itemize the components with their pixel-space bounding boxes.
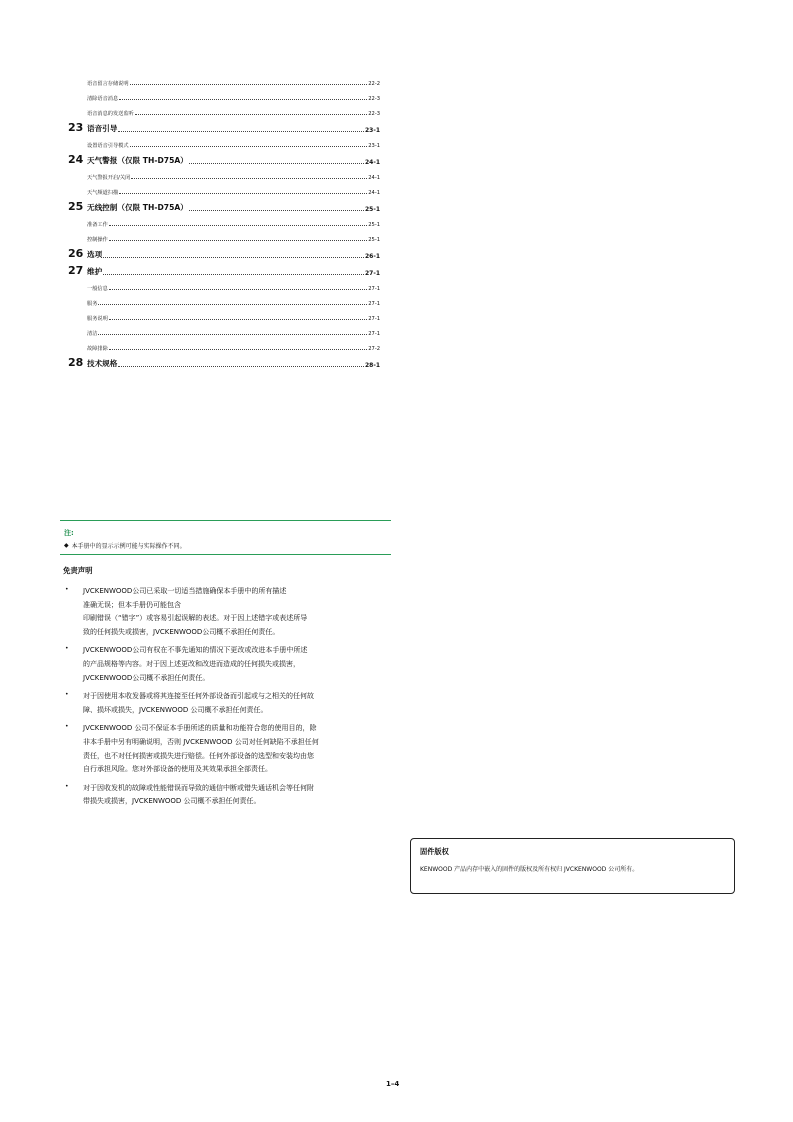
toc-dot-leader	[109, 319, 367, 320]
toc-page-number: 27-1	[368, 331, 380, 337]
toc-label: 一般信息	[87, 286, 108, 292]
toc-label: 语音引导	[87, 124, 118, 133]
toc-chapter-row[interactable]	[68, 243, 380, 260]
toc-dot-leader	[98, 334, 367, 335]
toc-section-row[interactable]	[87, 337, 380, 352]
toc-label: 维护	[87, 267, 103, 276]
toc-dot-leader	[189, 210, 364, 211]
disclaimer-line: 非本手册中另有明确说明，否则 JVCKENWOOD 公司对任何缺陷不承担任何	[83, 737, 319, 746]
toc-section-row[interactable]	[87, 228, 380, 243]
toc-label: 清除语音消息	[87, 96, 119, 102]
disclaimer-line: 障、损坏或损失，JVCKENWOOD 公司概不承担任何责任。	[83, 705, 268, 714]
disclaimer-title: 免责声明	[63, 566, 93, 575]
toc-page-number: 26-1	[364, 253, 380, 260]
bullet-icon: •	[65, 782, 69, 790]
note-bottom-rule	[60, 554, 391, 555]
note-item	[64, 541, 391, 550]
toc-label: 准备工作	[87, 222, 108, 228]
toc-chapter-row[interactable]	[68, 149, 380, 166]
disclaimer-line: 责任，也不对任何损害或损失进行赔偿。任何外部设备的选型和安装均由您	[83, 751, 314, 760]
toc-page-number: 24-1	[364, 159, 380, 166]
toc-dot-leader	[109, 289, 367, 290]
toc-section-row[interactable]	[87, 322, 380, 337]
disclaimer-line: 对于因使用本收发器或将其连接至任何外部设备而引起或与之相关的任何故	[83, 692, 314, 701]
toc-dot-leader	[131, 178, 367, 179]
bullet-icon: •	[65, 586, 69, 593]
toc-page-number: 27-1	[368, 286, 380, 292]
toc-dot-leader	[98, 304, 367, 305]
disclaimer-line: 准确无误；但本手册仍可能包含	[83, 600, 181, 609]
firmware-body: KENWOOD 产品内存中嵌入的固件的版权及所有权归 JVCKENWOOD 公司所有。	[420, 866, 639, 873]
toc-page-number: 27-1	[364, 270, 380, 277]
toc-section-row[interactable]	[87, 277, 380, 292]
disclaimer-line: 对于因收发机的故障或性能错误而导致的通信中断或错失通话机会等任何附	[83, 783, 314, 792]
toc-page-number: 28-1	[364, 362, 380, 369]
toc-chapter-row[interactable]	[68, 352, 380, 369]
toc-section-row[interactable]	[87, 181, 380, 196]
toc-page-number: 27-1	[368, 316, 380, 322]
toc-page-number: 24-1	[368, 175, 380, 181]
disclaimer-item	[63, 585, 393, 639]
disclaimer-item	[63, 644, 393, 685]
toc-section-row[interactable]	[87, 292, 380, 307]
disclaimer-line: 自行承担风险。您对外部设备的使用及其效果承担全部责任。	[83, 765, 272, 774]
toc-dot-leader	[135, 114, 368, 115]
toc-label: 设置语音引导模式	[87, 143, 129, 149]
toc-label: 控制操作	[87, 237, 108, 243]
toc-dot-leader	[109, 225, 367, 226]
toc-chapter-number: 25	[68, 200, 84, 213]
toc-section-row[interactable]	[87, 134, 380, 149]
toc-chapter-number: 28	[68, 356, 84, 369]
toc-chapter-row[interactable]	[68, 260, 380, 277]
firmware-copyright-box	[410, 838, 735, 894]
toc-section-row[interactable]	[87, 307, 380, 322]
toc-label: 服务	[87, 301, 98, 307]
disclaimer-line: JVCKENWOOD公司概不承担任何责任。	[83, 673, 210, 682]
toc-label: 服务说明	[87, 316, 108, 322]
toc-label: 技术规格	[87, 359, 118, 368]
note-block	[60, 520, 391, 555]
disclaimer-line: 致的任何损失或损害，JVCKENWOOD公司概不承担任何责任。	[83, 627, 280, 636]
note-item-text: 本手册中的显示示例可能与实际操作不同。	[71, 543, 186, 550]
toc-page-number: 22-3	[368, 96, 380, 102]
disclaimer-line: 印刷错误（“错字”）或容易引起误解的表述。对于因上述错字或表述所导	[83, 614, 308, 623]
disclaimer-line: 带损失或损害，JVCKENWOOD 公司概不承担任何责任。	[83, 797, 261, 806]
toc-page-number: 27-1	[368, 301, 380, 307]
toc-page-number: 22-3	[368, 111, 380, 117]
toc-label: 语音消息的发送监听	[87, 111, 134, 117]
page-number: 1–4	[386, 1080, 400, 1088]
toc-dot-leader	[119, 99, 367, 100]
toc-section-row[interactable]	[87, 213, 380, 228]
toc-chapter-row[interactable]	[68, 117, 380, 134]
note-title: 注:	[64, 529, 74, 537]
toc-page-number: 25-1	[368, 237, 380, 243]
disclaimer-list	[63, 585, 393, 809]
toc-dot-leader	[119, 193, 367, 194]
toc-dot-leader	[189, 163, 364, 164]
disclaimer-item	[63, 722, 393, 776]
toc-label: 天气警报（仅限 TH-D75A）	[87, 156, 188, 165]
disclaimer-line: JVCKENWOOD 公司不保证本手册所述的质量和功能符合您的使用目的，除	[83, 724, 317, 733]
diamond-bullet-icon: ◆	[64, 542, 69, 549]
toc-page-number: 22-2	[368, 81, 380, 87]
disclaimer-item	[63, 782, 393, 809]
toc-page-number: 25-1	[364, 206, 380, 213]
toc-section-row[interactable]	[87, 87, 380, 102]
disclaimer-line: 的产品规格等内容。对于因上述更改和改进而造成的任何损失或损害，	[83, 659, 300, 668]
toc-label: 天气警报开启/关闭	[87, 175, 131, 181]
toc-label: 故障排除	[87, 346, 108, 352]
toc-label: 选项	[87, 250, 103, 259]
toc-chapter-number: 24	[68, 153, 84, 166]
toc-chapter-row[interactable]	[68, 196, 380, 213]
disclaimer-item	[63, 690, 393, 717]
toc-dot-leader	[130, 146, 368, 147]
bullet-icon: •	[65, 691, 69, 699]
toc-page-number: 27-2	[368, 346, 380, 352]
toc-section-row[interactable]	[87, 166, 380, 181]
toc-section-row[interactable]	[87, 102, 380, 117]
toc-dot-leader	[109, 349, 367, 350]
toc-chapter-number: 26	[68, 247, 84, 260]
toc-label: 语音留言存储说明	[87, 81, 129, 87]
disclaimer-line: JVCKENWOOD公司已采取一切适当措施确保本手册中的所有描述	[83, 587, 287, 595]
toc-label: 清洁	[87, 331, 98, 337]
toc-page-number: 25-1	[368, 222, 380, 228]
toc-dot-leader	[103, 274, 364, 275]
firmware-title: 固件版权	[420, 847, 449, 856]
toc-dot-leader	[118, 366, 364, 367]
toc-chapter-number: 23	[68, 121, 84, 134]
toc-page-number: 23-1	[368, 143, 380, 149]
disclaimer-line: JVCKENWOOD公司有权在不事先通知的情况下更改或改进本手册中所述	[83, 646, 308, 655]
toc-dot-leader	[103, 257, 364, 258]
toc-label: 无线控制（仅限 TH-D75A）	[87, 203, 188, 212]
toc-page-number: 24-1	[368, 190, 380, 196]
toc-section-row[interactable]	[87, 72, 380, 87]
toc-dot-leader	[118, 131, 364, 132]
bullet-icon: •	[65, 723, 69, 731]
disclaimer-section	[63, 565, 393, 814]
toc-page-number: 23-1	[364, 127, 380, 134]
bullet-icon: •	[65, 645, 69, 653]
toc-dot-leader	[130, 84, 368, 85]
toc-label: 天气频道扫描	[87, 190, 119, 196]
toc-chapter-number: 27	[68, 264, 84, 277]
toc-dot-leader	[109, 240, 367, 241]
table-of-contents	[68, 72, 380, 369]
note-top-rule	[60, 520, 391, 521]
